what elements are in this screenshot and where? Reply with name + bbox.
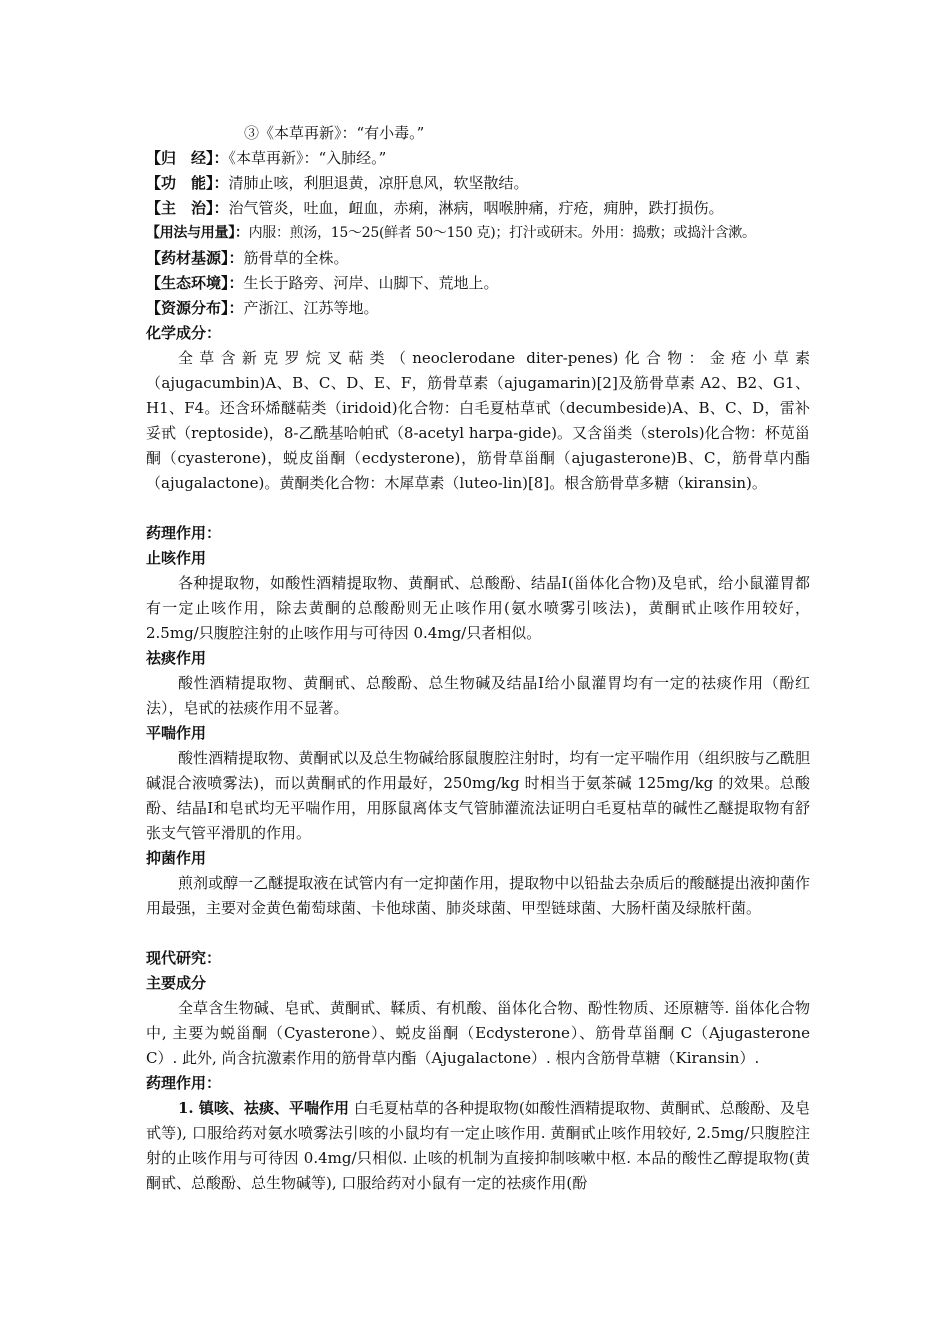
field-text: 清肺止咳，利胆退黄，凉肝息风，软坚散结。 — [228, 174, 529, 192]
document-page — [146, 121, 810, 1196]
field-text: 治气管炎，吐血，衄血，赤痢，淋病，咽喉肿痛，疔疮，痈肿，跌打损伤。 — [228, 199, 724, 217]
field-label: 【归 经】： — [146, 149, 229, 167]
antibacterial-paragraph: 煎剂或醇一乙醚提取液在试管内有一定抑菌作用，提取物中以铅盐去杂质后的酸醚提出液抑菌作用最强，主要对金黄色葡萄球菌、卡他球菌、肺炎球菌、甲型链球菌、大肠杆菌及绿脓杆菌。 — [146, 874, 810, 917]
antitussive-paragraph: 各种提取物，如酸性酒精提取物、黄酮甙、总酸酚、结晶Ⅰ(甾体化合物)及皂甙，给小鼠灌胃都有一定止咳作用，除去黄酮的总酸酚则无止咳作用(氨水喷雾引咳法)，黄酮甙止咳作用较好，2.5mg/只腹腔注射的止咳作用与可待因 0.4mg/只者相似。 — [146, 574, 810, 642]
field-text: 生长于路旁、河岸、山脚下、荒地上。 — [243, 274, 499, 292]
antibacterial-heading: 抑菌作用 — [146, 849, 207, 867]
toxicity-note: ③《本草再新》：“有小毒。” — [244, 124, 425, 142]
field-dosage — [146, 221, 810, 246]
antitussive-heading: 止咳作用 — [146, 549, 207, 567]
main-components-paragraph: 全草含生物碱、皂甙、黄酮甙、鞣质、有机酸、甾体化合物、酚性物质、还原糖等. 甾体化合物中, 主要为蜕甾酮（Cyasterone）、蜕皮甾酮（Ecdysterone）、筋骨草甾酮 C（Ajugasterone C）. 此外, 尚含抗激素作用的筋骨草内酯（Ajugalactone）. 根内含筋骨草糖（Kiransin）. — [146, 999, 810, 1067]
item-1-paragraph — [146, 1096, 810, 1196]
field-label: 【主 治】： — [146, 199, 229, 217]
field-text: 《本草再新》：“入肺经。” — [228, 149, 387, 167]
antiasthmatic-paragraph: 酸性酒精提取物、黄酮甙以及总生物碱给豚鼠腹腔注射时，均有一定平喘作用（组织胺与乙酰胆碱混合液喷雾法)，而以黄酮甙的作用最好，250mg/kg 时相当于氨茶碱 125mg/kg 的效果。总酸酚、结晶Ⅰ和皂甙均无平喘作用，用豚鼠离体支气管肺灌流法证明白毛夏枯草的碱性乙醚提取物有舒张支气管平滑肌的作用。 — [146, 749, 810, 842]
main-components-heading: 主要成分 — [146, 974, 207, 992]
modern-pharmacology-heading: 药理作用： — [146, 1074, 222, 1092]
spacer — [146, 921, 810, 946]
chemistry-heading: 化学成分： — [146, 324, 222, 342]
chemistry-paragraph: 全草含新克罗烷叉萜类（neoclerodane diter-penes)化合物：金疮小草素（ajugacumbin)A、B、C、D、E、F，筋骨草素（ajugamarin)[2]及筋骨草素 A2、B2、G1、H1、F4。还含环烯醚萜类（iridoid)化合物：白毛夏枯草甙（decumbeside)A、B、C、D，雷补妥甙（reptoside)，8-乙酰基哈帕甙（8-acetyl harpa-gide)。又含甾类（sterols)化合物：杯苋甾酮（cyasterone)，蜕皮甾酮（ecdysterone)，筋骨草甾酮（ajugasterone)B、C，筋骨草内酯（ajugalactone)。黄酮类化合物：木犀草素（luteo-lin)[8]。根含筋骨草多糖（kiransin)。 — [146, 349, 810, 492]
spacer — [146, 496, 810, 521]
field-source — [146, 246, 810, 271]
field-distribution — [146, 296, 810, 321]
antiasthmatic-heading: 平喘作用 — [146, 724, 207, 742]
field-label: 【资源分布】： — [146, 299, 244, 317]
modern-research-heading: 现代研究： — [146, 949, 222, 967]
field-text: 筋骨草的全株。 — [243, 249, 349, 267]
field-indications — [146, 196, 810, 221]
field-text: 内服：煎汤，15～25(鲜者 50～150 克)；打汁或研末。外用：捣敷；或捣汁含漱。 — [248, 225, 756, 241]
expectorant-paragraph: 酸性酒精提取物、黄酮甙、总酸酚、总生物碱及结晶Ⅰ给小鼠灌胃均有一定的祛痰作用（酚红法），皂甙的祛痰作用不显著。 — [146, 674, 810, 717]
field-text: 产浙江、江苏等地。 — [243, 299, 379, 317]
field-label: 【生态环境】： — [146, 274, 244, 292]
item-1-title: 1. 镇咳、祛痰、平喘作用 — [178, 1099, 350, 1117]
field-habitat — [146, 271, 810, 296]
field-label: 【功 能】： — [146, 174, 229, 192]
field-meridian — [146, 146, 810, 171]
pharmacology-heading: 药理作用： — [146, 524, 222, 542]
field-label: 【用法与用量】： — [146, 225, 249, 241]
item-1-text: 白毛夏枯草的各种提取物(如酸性酒精提取物、黄酮甙、总酸酚、及皂甙等), 口服给药对氨水喷雾法引咳的小鼠均有一定止咳作用. 黄酮甙止咳作用较好, 2.5mg/只腹腔注射的止咳作用与可待因 0.4mg/只相似. 止咳的机制为直接抑制咳嗽中枢. 本品的酸性乙醇提取物(黄酮甙、总酸酚、总生物碱等), 口服给药对小鼠有一定的祛痰作用(酚 — [146, 1099, 810, 1192]
field-function — [146, 171, 810, 196]
expectorant-heading: 祛痰作用 — [146, 649, 207, 667]
field-label: 【药材基源】： — [146, 249, 244, 267]
